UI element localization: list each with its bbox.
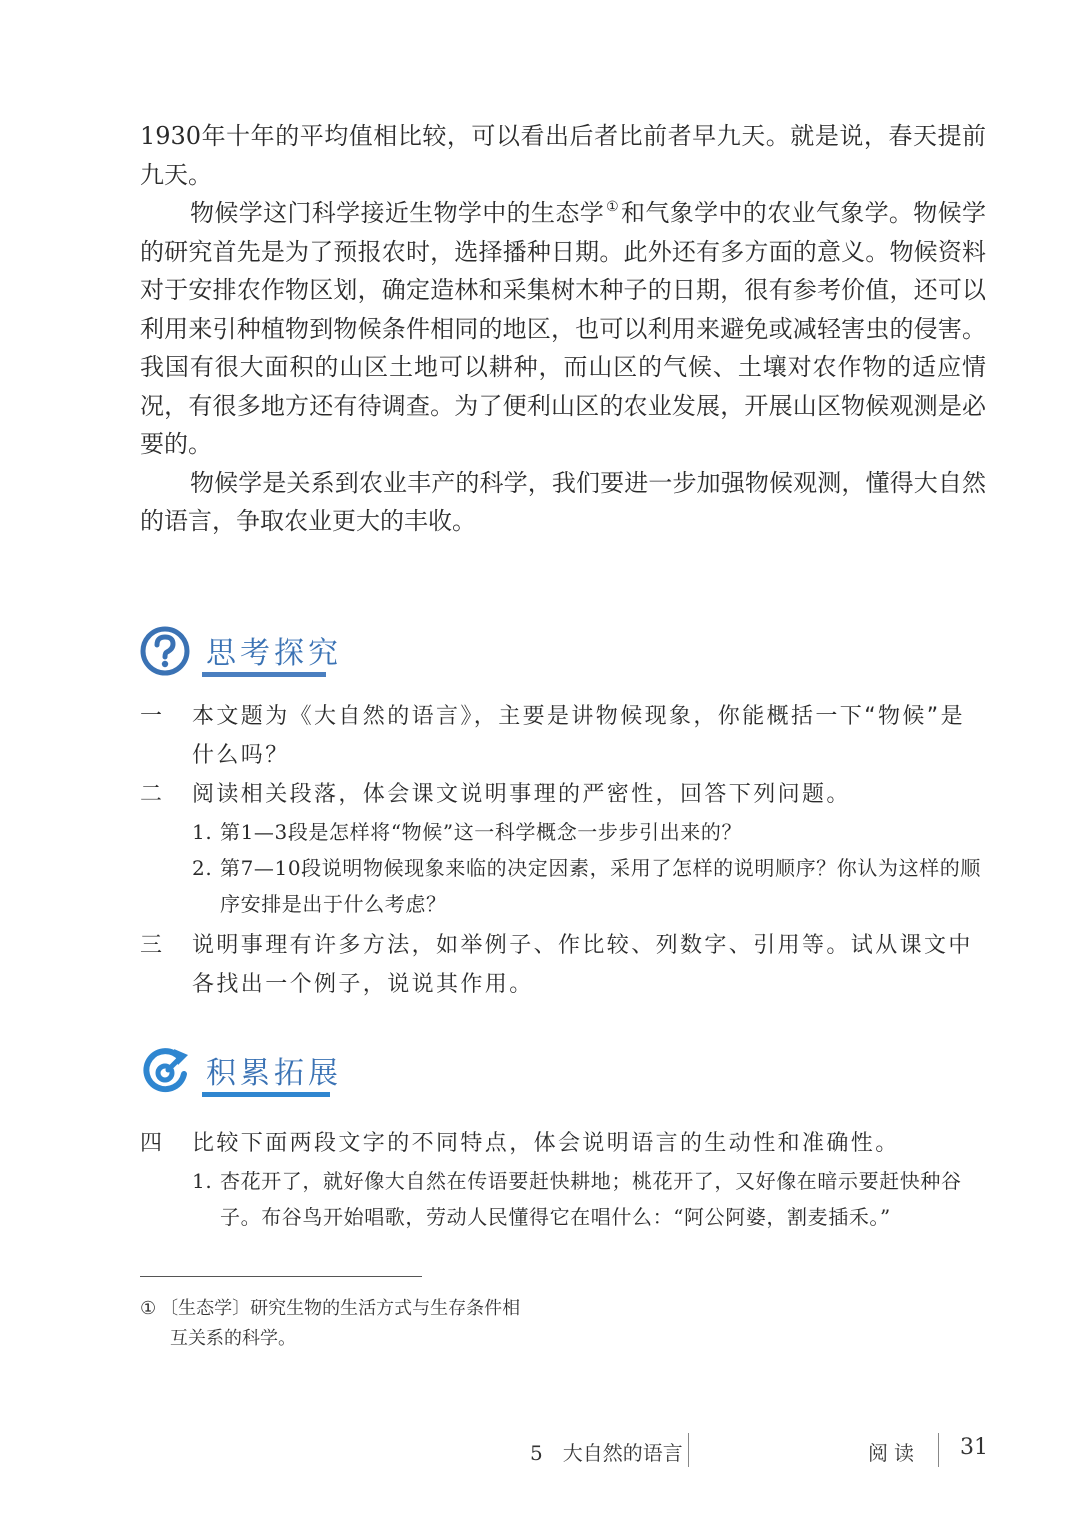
- section-label: 阅读: [868, 1441, 920, 1465]
- page-number: 31: [960, 1435, 988, 1460]
- footnote-divider: [140, 1276, 422, 1277]
- question-2-subs: [192, 814, 986, 922]
- article-body: [140, 117, 986, 541]
- paragraph-3: 物候学是关系到农业丰产的科学，我们要进一步加强物候观测，懂得大自然的语言，争取农业更大的丰收。: [140, 468, 986, 535]
- lesson-title: 5 大自然的语言: [530, 1441, 683, 1465]
- footnote-mark: ①: [140, 1298, 157, 1319]
- footer-divider: [688, 1433, 689, 1467]
- sub-question: 1. 杏花开了，就好像大自然在传语要赶快耕地；桃花开了，又好像在暗示要赶快种谷子。布谷鸟开始唱歌，劳动人民懂得它在唱什么：“阿公阿婆，割麦插禾。”: [192, 1169, 962, 1229]
- title-underline: [202, 1092, 330, 1097]
- question-2: 二 阅读相关段落，体会课文说明事理的严密性，回答下列问题。: [140, 782, 851, 807]
- refresh-arrow-icon: [140, 1046, 190, 1096]
- paragraph-1: 1930年十年的平均值相比较，可以看出后者比前者早九天。就是说，春天提前九天。: [140, 122, 986, 189]
- question-4-subs: [192, 1163, 986, 1235]
- section-title: 积累拓展: [206, 1056, 342, 1091]
- section-think-explore-header: [140, 626, 440, 686]
- footnote-ref[interactable]: ①: [606, 199, 619, 215]
- section-accumulate-expand-header: [140, 1046, 440, 1106]
- section-title: 思考探究: [206, 636, 342, 671]
- title-underline: [202, 672, 326, 677]
- think-explore-questions: [140, 697, 986, 1004]
- footer-divider: [938, 1433, 939, 1467]
- sub-question: 2. 第7—10段说明物候现象来临的决定因素，采用了怎样的说明顺序？你认为这样的顺序安排是出于什么考虑？: [192, 856, 981, 916]
- accumulate-expand-questions: [140, 1124, 986, 1235]
- footnote: ① 〔生态学〕研究生物的生活方式与生存条件相 互关系的科学。: [140, 1298, 521, 1349]
- page-footer: [0, 1433, 1080, 1473]
- paragraph-2: 物候学这门科学接近生物学中的生态学 ①和气象学中的农业气象学。物候学的研究首先是为了预报农时，选择播种日期。此外还有多方面的意义。物候资料对于安排农作物区划，确定造林和采集树木种子的日期，很有参考价值，还可以利用来引种植物到物候条件相同的地区，也可以利用来避免或减轻害虫的侵害。我国有很大面积的山区土地可以耕种，而山区的气候、土壤对农作物的适应情况，有很多地方还有待调查。为了便利山区的农业发展，开展山区物候观测是必要的。: [140, 199, 987, 458]
- question-circle-icon: [140, 626, 190, 676]
- sub-question: 1. 第1—3段是怎样将“物候”这一科学概念一步步引出来的？: [192, 820, 743, 844]
- question-3: 三 说明事理有许多方法，如举例子、作比较、列数字、引用等。试从课文中各找出一个例子，说说其作用。: [140, 933, 973, 997]
- question-4: 四 比较下面两段文字的不同特点，体会说明语言的生动性和准确性。: [140, 1131, 900, 1156]
- question-1: 一 本文题为《大自然的语言》，主要是讲物候现象，你能概括一下“物候”是什么吗？: [140, 704, 965, 768]
